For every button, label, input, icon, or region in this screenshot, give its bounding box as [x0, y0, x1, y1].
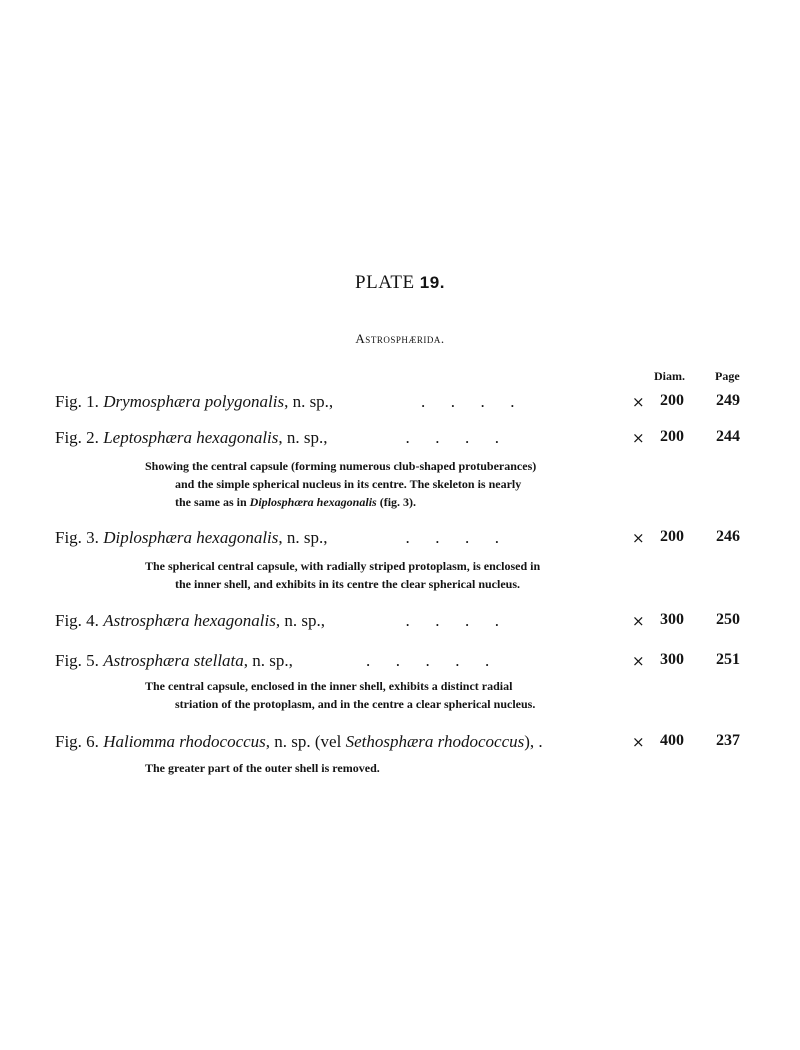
- species-name: Haliomma rhodococcus: [103, 732, 266, 751]
- species-suffix: , n. sp. (vel: [265, 732, 346, 751]
- figure-label: [55, 611, 325, 631]
- plate-number: 19.: [419, 273, 445, 292]
- plate-word: PLATE: [355, 272, 415, 293]
- page-number: 237: [716, 732, 740, 749]
- page-number: 244: [716, 428, 740, 445]
- figure-row-1: [0, 392, 800, 416]
- species-name: Astrosphæra hexagonalis: [103, 611, 276, 630]
- species-suffix: , n. sp.,: [243, 651, 293, 670]
- description-line: The spherical central capsule, with radially striped protoplasm, is enclosed in: [145, 559, 541, 573]
- figure-label: [55, 428, 328, 448]
- species-name: Drymosphæra polygonalis: [103, 392, 285, 411]
- leader-dots: . . . .: [380, 611, 499, 630]
- figure-row-3: [0, 528, 800, 552]
- figure-label: [55, 732, 543, 752]
- magnification-sign: ×: [632, 652, 645, 670]
- leader-dots: . . . .: [380, 428, 499, 447]
- section-title: Astrosphærida.: [355, 331, 445, 346]
- magnification-sign: ×: [632, 393, 645, 411]
- figure-number: Fig. 5.: [55, 651, 99, 670]
- species-name: Leptosphæra hexagonalis: [103, 428, 279, 447]
- description-text: (fig. 3).: [376, 495, 417, 509]
- magnification-sign: ×: [632, 612, 645, 630]
- figure-3-description: [145, 557, 625, 593]
- species-suffix: , n. sp.,: [275, 611, 325, 630]
- figure-2-description: [145, 457, 625, 511]
- species-suffix: , n. sp.,: [278, 428, 328, 447]
- leader-dots: . . . .: [380, 528, 499, 547]
- column-header-diam: Diam.: [654, 369, 685, 383]
- leader-dots: . . . .: [421, 392, 515, 411]
- description-text: the same as in: [175, 495, 250, 509]
- figure-label: [55, 651, 293, 671]
- magnification-value: 200: [660, 428, 684, 445]
- leader-dots: . . . . .: [366, 651, 490, 670]
- figure-number: Fig. 2.: [55, 428, 99, 447]
- column-header-page: Page: [715, 369, 740, 383]
- magnification-sign: ×: [632, 529, 645, 547]
- figure-6-description: [145, 759, 625, 777]
- magnification-value: 300: [660, 611, 684, 628]
- figure-row-5: [0, 651, 800, 675]
- page-number: 250: [716, 611, 740, 628]
- figure-label: [55, 392, 333, 412]
- magnification-sign: ×: [632, 429, 645, 447]
- description-species: Diplosphæra hexagonalis: [249, 495, 377, 509]
- page-number: 251: [716, 651, 740, 668]
- description-line: the inner shell, and exhibits in its centre the clear spherical nucleus.: [175, 577, 521, 591]
- page-number: 249: [716, 392, 740, 409]
- description-line: striation of the protoplasm, and in the centre a clear spherical nucleus.: [175, 697, 536, 711]
- figure-row-6: [0, 732, 800, 756]
- species-name: Diplosphæra hexagonalis: [103, 528, 279, 547]
- figure-label: [55, 528, 328, 548]
- figure-number: Fig. 6.: [55, 732, 99, 751]
- figure-row-4: [0, 611, 800, 635]
- magnification-value: 300: [660, 651, 684, 668]
- description-line: The greater part of the outer shell is removed.: [145, 761, 380, 775]
- figure-number: Fig. 3.: [55, 528, 99, 547]
- figure-number: Fig. 4.: [55, 611, 99, 630]
- species-suffix: , n. sp.,: [278, 528, 328, 547]
- plate-title: [0, 272, 800, 294]
- figure-row-2: [0, 428, 800, 452]
- magnification-value: 200: [660, 392, 684, 409]
- description-line: Showing the central capsule (forming numerous club-shaped protuberances): [145, 459, 537, 473]
- species-name: Astrosphæra stellata: [103, 651, 244, 670]
- species-suffix: , n. sp.,: [284, 392, 334, 411]
- magnification-sign: ×: [632, 733, 645, 751]
- page-number: 246: [716, 528, 740, 545]
- species-synonym: Sethosphæra rhodococcus: [345, 732, 525, 751]
- magnification-value: 200: [660, 528, 684, 545]
- magnification-value: 400: [660, 732, 684, 749]
- description-line: and the simple spherical nucleus in its centre. The skeleton is nearly: [175, 477, 522, 491]
- species-suffix: ), .: [524, 732, 543, 751]
- description-line: [145, 493, 625, 511]
- figure-number: Fig. 1.: [55, 392, 99, 411]
- figure-5-description: [145, 677, 625, 713]
- description-line: The central capsule, enclosed in the inner shell, exhibits a distinct radial: [145, 679, 513, 693]
